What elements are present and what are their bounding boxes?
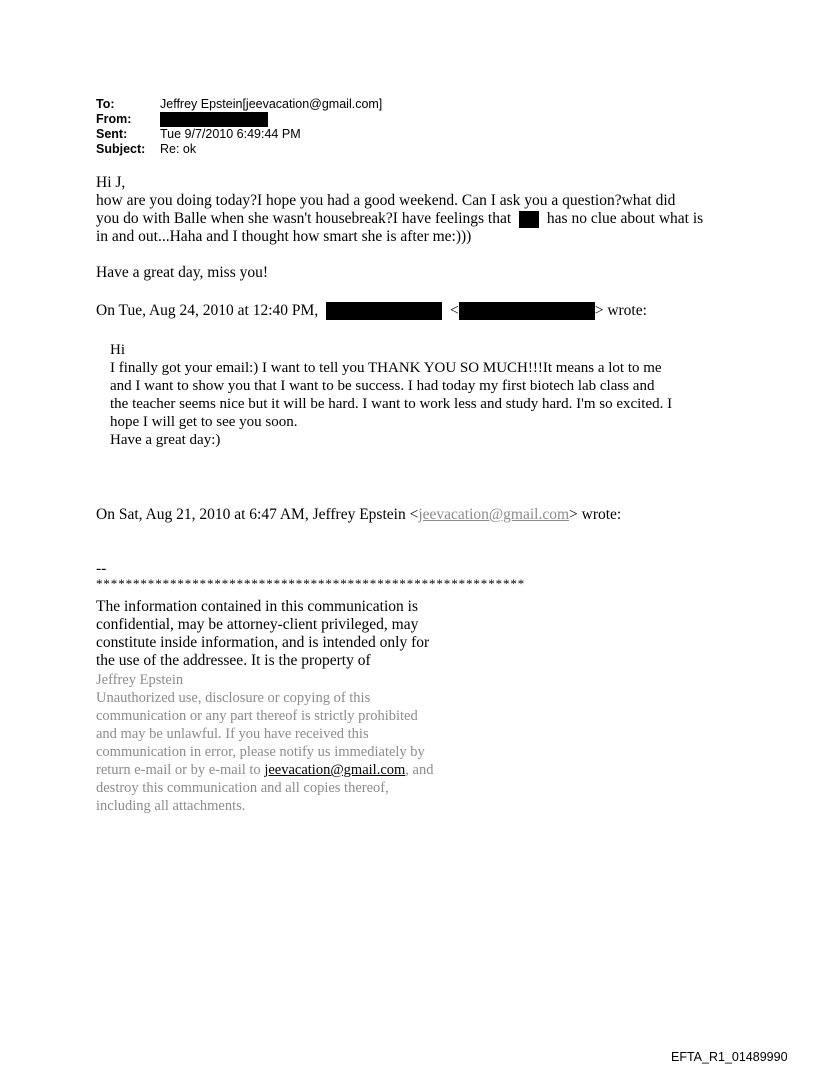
disclaimer-gray-line-2: Unauthorized use, disclosure or copying of this	[96, 690, 371, 706]
redaction-box	[519, 211, 539, 228]
subject-row	[96, 142, 382, 157]
reply-1-lt: <	[449, 302, 459, 319]
from-label: From:	[96, 112, 132, 126]
quoted-message	[110, 341, 750, 449]
disclaimer-gray-line-6-end: , and	[405, 762, 434, 778]
sent-label: Sent:	[96, 127, 128, 141]
disclaimer-gray	[96, 671, 433, 815]
signature-stars: **********************************************************	[96, 576, 526, 591]
quote-line-2: and I want to show you that I want to be success. I had today my first biotech lab class and	[110, 378, 655, 394]
reply-header-2	[96, 506, 621, 524]
quote-line-1: I finally got your email:) I want to tell you THANK YOU SO MUCH!!!It means a lot to me	[110, 360, 662, 376]
body-greeting: Hi J,	[96, 174, 126, 191]
to-row	[96, 97, 382, 112]
redaction-box	[160, 112, 268, 127]
disclaimer-line-1: The information contained in this communication is	[96, 598, 418, 615]
quote-hi: Hi	[110, 342, 125, 358]
email-link[interactable]: jeevacation@gmail.com	[418, 506, 570, 523]
disclaimer-gray-line-3: communication or any part thereof is strictly prohibited	[96, 708, 418, 724]
email-link[interactable]: jeevacation@gmail.com	[264, 762, 406, 778]
to-label: To:	[96, 97, 115, 111]
redaction-box	[459, 302, 595, 320]
disclaimer	[96, 598, 429, 670]
body-line-1: how are you doing today?I hope you had a good weekend. Can I ask you a question?what did	[96, 192, 676, 209]
from-row	[96, 112, 382, 127]
sent-row	[96, 127, 382, 142]
disclaimer-gray-line-6-start: return e-mail or by e-mail to	[96, 762, 261, 778]
subject-value: Re: ok	[160, 142, 197, 156]
reply-2-wrote: > wrote:	[569, 506, 622, 523]
quote-line-3: the teacher seems nice but it will be hard. I want to work less and study hard. I'm so excited. I	[110, 396, 673, 412]
body-line-2	[96, 210, 703, 228]
disclaimer-line-4: the use of the addressee. It is the property of	[96, 652, 371, 669]
body-line-2-end: has no clue about what is	[546, 210, 704, 227]
reply-1-wrote: > wrote:	[594, 302, 647, 319]
quote-line-4: hope I will get to see you soon.	[110, 414, 298, 430]
disclaimer-gray-line-4: and may be unlawful. If you have received this	[96, 726, 369, 742]
subject-label: Subject:	[96, 142, 146, 156]
disclaimer-gray-line-7: destroy this communication and all copies thereof,	[96, 780, 389, 796]
disclaimer-gray-line-1: Jeffrey Epstein	[96, 672, 184, 688]
signature-dashes: --	[96, 560, 107, 577]
body-line-3: in and out...Haha and I thought how smart she is after me:)))	[96, 228, 472, 245]
disclaimer-line-3: constitute inside information, and is intended only for	[96, 634, 430, 651]
email-header	[96, 97, 382, 157]
disclaimer-gray-line-6	[96, 761, 433, 779]
redaction-box	[326, 302, 442, 320]
reply-header-1	[96, 302, 647, 320]
disclaimer-gray-line-8: including all attachments.	[96, 798, 246, 814]
to-value: Jeffrey Epstein[jeevacation@gmail.com]	[160, 97, 383, 111]
sent-value: Tue 9/7/2010 6:49:44 PM	[160, 127, 301, 141]
document-id: EFTA_R1_01489990	[671, 1050, 788, 1064]
disclaimer-gray-line-5: communication in error, please notify us immediately by	[96, 744, 425, 760]
body-line-2-start: you do with Balle when she wasn't housebreak?I have feelings that	[96, 210, 512, 227]
reply-2-intro: On Sat, Aug 21, 2010 at 6:47 AM, Jeffrey Epstein <	[96, 506, 419, 523]
body-signoff: Have a great day, miss you!	[96, 264, 269, 281]
reply-1-intro: On Tue, Aug 24, 2010 at 12:40 PM,	[96, 302, 319, 319]
disclaimer-line-2: confidential, may be attorney-client privileged, may	[96, 616, 419, 633]
quote-line-5: Have a great day:)	[110, 432, 221, 448]
